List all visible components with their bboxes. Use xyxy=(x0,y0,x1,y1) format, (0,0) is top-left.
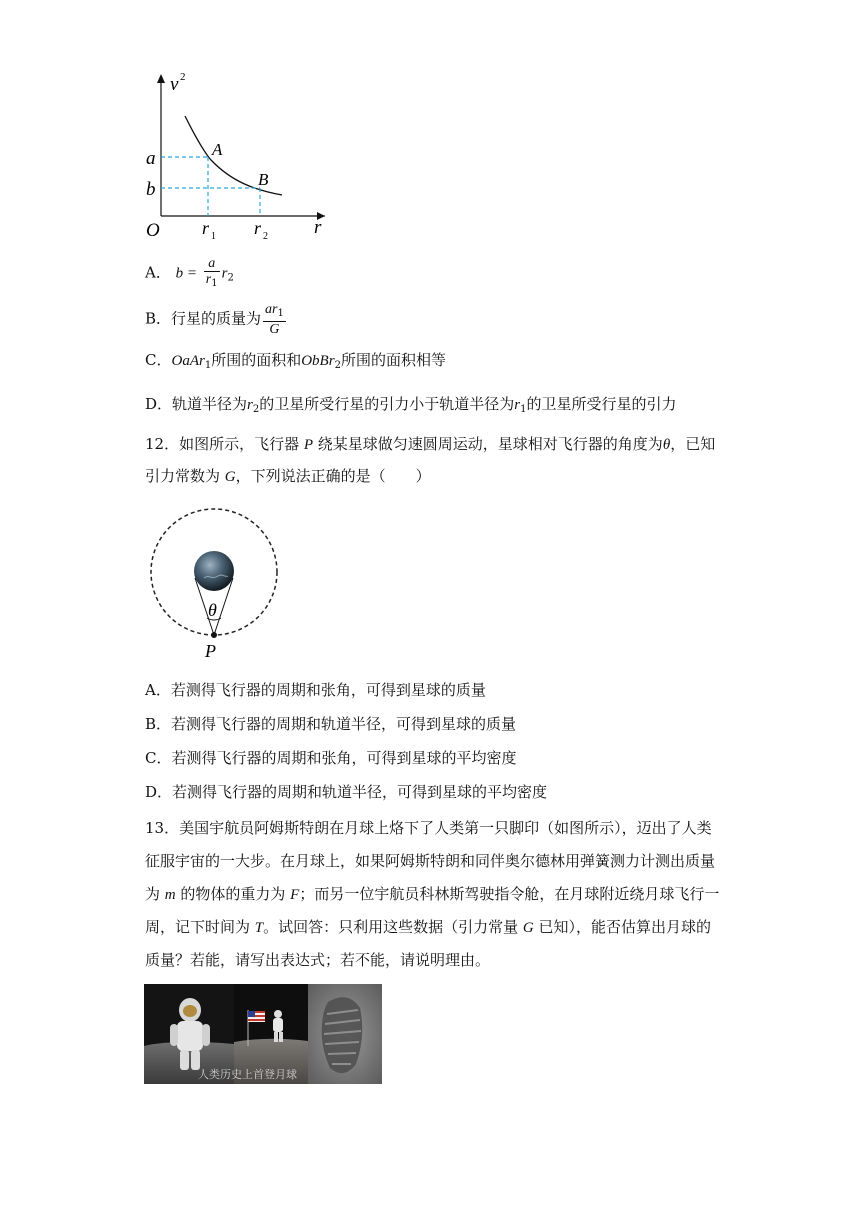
numerator-sub: 1 xyxy=(277,308,284,319)
q12-option-c: C．若测得飞行器的周期和张角，可得到星球的平均密度 xyxy=(145,749,517,767)
stem-text: 绕某星球做匀速圆周运动，星球相对飞行器的角度为 xyxy=(313,435,663,453)
x-axis-label: r xyxy=(314,217,322,238)
fraction-denominator: G xyxy=(269,322,280,337)
q12-stem-line-2 xyxy=(145,466,431,487)
astronaut-2 xyxy=(273,1010,283,1042)
q13-text: 周，记下时间为 xyxy=(145,918,255,936)
q13-line-5: 质量？若能，请写出表达式；若不能，请说明理由。 xyxy=(145,951,491,969)
denominator-var: r xyxy=(205,272,212,287)
tick-b-label: b xyxy=(146,179,156,200)
stem-text: 12．如图所示，飞行器 xyxy=(145,435,304,453)
q11-option-a xyxy=(145,256,234,291)
option-letter: C． xyxy=(145,351,172,369)
y-axis-label: v xyxy=(170,74,179,95)
formula-fraction xyxy=(204,256,220,291)
symbol-f: F xyxy=(290,887,300,903)
symbol-theta: θ xyxy=(662,437,671,453)
symbol-t: T xyxy=(254,920,264,936)
option-text: 行星的质量为 xyxy=(171,309,262,328)
v2-r-graph xyxy=(140,64,340,244)
radius-1-var: r xyxy=(247,397,253,413)
tick-r1-subscript: 1 xyxy=(211,231,216,242)
q12-option-d: D．若测得飞行器的周期和轨道半径，可得到星球的平均密度 xyxy=(145,783,548,801)
fraction-numerator: a xyxy=(204,256,220,272)
denominator-sub: 1 xyxy=(211,278,218,289)
q13-text: 为 xyxy=(145,885,165,903)
moon-landing-photo xyxy=(144,984,382,1084)
option-text-1: 轨道半径为 xyxy=(172,395,248,413)
q13-line-4 xyxy=(145,917,711,938)
option-letter: A． xyxy=(145,263,171,282)
option-text-2: 所围的面积相等 xyxy=(340,351,446,369)
fraction-numerator xyxy=(263,302,286,322)
option-text-1: 所围的面积和 xyxy=(211,351,302,369)
tick-r1-label: r xyxy=(202,218,210,238)
q12-stem-line-1 xyxy=(145,434,715,455)
y-axis-arrow xyxy=(157,74,165,83)
origin-label: O xyxy=(146,220,160,241)
radius-2-sub: 1 xyxy=(520,404,527,415)
q12-option-b: B．若测得飞行器的周期和轨道半径，可得到星球的质量 xyxy=(145,715,517,733)
region-2-var: ObBr xyxy=(301,353,335,369)
p-label: P xyxy=(205,641,216,661)
stem-text: 引力常数为 xyxy=(145,467,225,485)
formula-rhs-var: r xyxy=(221,265,228,282)
q13-text: ；而另一位宇航员科林斯驾驶指令舱，在月球附近绕月球飞行一 xyxy=(299,885,720,903)
q11-option-c xyxy=(145,350,446,376)
stem-text: ，已知 xyxy=(670,435,716,453)
point-a-label: A xyxy=(212,140,223,159)
tick-r2-label: r xyxy=(254,218,262,238)
symbol-m: m xyxy=(164,887,176,903)
planet xyxy=(194,551,234,591)
option-letter: D． xyxy=(145,395,173,413)
q13-text: 已知），能否估算出月球的 xyxy=(533,918,712,936)
fraction-denominator xyxy=(204,272,220,291)
tick-r2-subscript: 2 xyxy=(263,231,268,242)
radius-1-sub: 2 xyxy=(252,404,260,415)
region-1-var: OaAr xyxy=(171,353,205,369)
q11-option-b xyxy=(145,302,288,337)
theta-label: θ xyxy=(208,600,217,620)
q12-option-a: A．若测得飞行器的周期和张角，可得到星球的质量 xyxy=(145,681,486,699)
q13-line-2: 征服宇宙的一大步。在月球上，如果阿姆斯特朗和同伴奥尔德林用弹簧测力计测出质量 xyxy=(145,852,716,870)
y-axis-superscript: 2 xyxy=(180,71,186,83)
region-2-sub: 2 xyxy=(334,360,341,371)
stem-text: ，下列说法正确的是（ ） xyxy=(235,467,431,485)
numerator-var: ar xyxy=(265,302,278,317)
option-text-3: 的卫星所受行星的引力 xyxy=(526,395,677,413)
photo-caption: 人类历史上首登月球 xyxy=(198,1068,297,1081)
q13-line-3 xyxy=(145,884,719,905)
q13-text: 的物体的重力为 xyxy=(175,885,291,903)
point-b-label: B xyxy=(258,170,269,189)
option-text-2: 的卫星所受行星的引力小于轨道半径为 xyxy=(259,395,515,413)
q11-option-d xyxy=(145,394,677,420)
mass-fraction xyxy=(263,302,286,337)
option-letter: B． xyxy=(145,309,172,328)
tick-a-label: a xyxy=(146,148,156,169)
formula-rhs-sub: 2 xyxy=(227,272,234,284)
symbol-g: G xyxy=(522,920,534,936)
q13-text: 。试回答：只利用这些数据（引力常量 xyxy=(263,918,523,936)
spacecraft-p xyxy=(211,632,217,638)
footprint xyxy=(322,997,363,1073)
region-1-sub: 1 xyxy=(204,360,212,371)
orbit-figure xyxy=(146,504,286,666)
q13-line-1: 13．美国宇航员阿姆斯特朗在月球上烙下了人类第一只脚印（如图所示），迈出了人类 xyxy=(145,819,712,837)
symbol-g: G xyxy=(224,469,236,485)
symbol-p: P xyxy=(303,437,314,453)
formula-lhs: b = xyxy=(175,265,197,282)
radius-2-var: r xyxy=(514,397,521,413)
